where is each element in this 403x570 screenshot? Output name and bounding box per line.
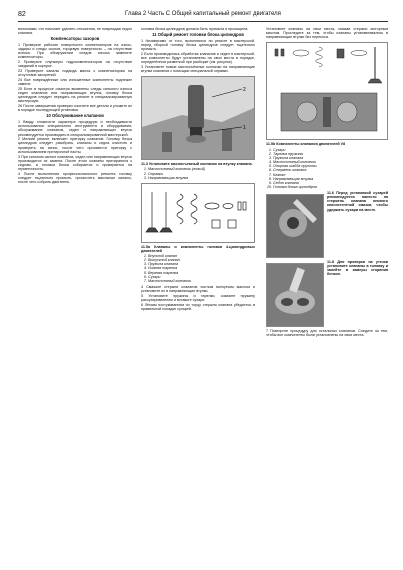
legend-item: 6. Стержень клапана bbox=[273, 168, 388, 172]
valve-components-illustration bbox=[142, 184, 255, 242]
svg-text:1: 1 bbox=[243, 125, 246, 132]
legend-item: 1. Маслосъемный колпачок (новый) bbox=[148, 167, 255, 171]
paragraph: 1 Ввиду сложности характера процедуры и необходимости использования специального инструмента и оборудования, обслуживание клапанов, седел и направляющих втулок рекомендуется производить в специализированной мастерской. bbox=[18, 120, 132, 137]
paragraph: головка блока цилиндров должна быть промыта и прочищена. bbox=[141, 27, 249, 31]
legend-item: 1. Сухари bbox=[273, 148, 388, 152]
paragraph: 2 Проверьте плунжеры гидрокомпенсаторов на отсутствие заеданий в корпусе. bbox=[18, 60, 132, 69]
paragraph: Установите клапаны на свои места, смазав стержни моторным маслом. Проследите за тем, чтобы клапаны устанавливались в направляющие втулки без перекоса. bbox=[266, 27, 388, 40]
legend-item: 3. Пружина клапана bbox=[273, 156, 388, 160]
figure-row bbox=[266, 191, 388, 260]
figure-caption: 11.6 Перед установкой сухарей рекомендуется нанести на стержень клапана немного консистентной смазки, чтобы удержать сухари на месте. bbox=[327, 191, 388, 212]
paragraph: 23 Проверьте каналы подвода масла к компенсаторам на отсутствие засорений. bbox=[18, 69, 132, 78]
figure-leak-test bbox=[266, 263, 324, 327]
leak-test-photo bbox=[267, 264, 323, 326]
figure-legend bbox=[266, 148, 388, 190]
legend-item: 2. Оправка bbox=[148, 172, 255, 176]
section-heading: Компенсаторы зазоров bbox=[50, 36, 100, 42]
paragraph: волокнами, что помогает удалить отложения, не повреждая седло клапана. bbox=[18, 27, 132, 36]
page-number: 82 bbox=[18, 11, 26, 18]
figure-keepers-install bbox=[266, 194, 324, 258]
section-heading: 10 Обслуживание клапанов bbox=[46, 113, 104, 119]
legend-item: 2. Выпускной клапан bbox=[148, 258, 255, 262]
figure-caption: 11.5b Компоненты клапанов двигателей V8 bbox=[266, 142, 346, 147]
section-heading: 11 Общий ремонт головки блока цилиндров bbox=[152, 32, 244, 38]
legend-item: 8. Направляющая втулка bbox=[273, 177, 388, 181]
figure-valve-seal-install bbox=[141, 76, 255, 160]
paragraph: 3 При сильном износе клапанов, седел или направляющих втулок производится их замена. После этого клапаны притираются к седлам, а головка блока собирается и проверяется на герметичность. bbox=[18, 154, 132, 171]
paragraph: 24 Все повреждённые или изношенные компоненты подлежат замене. bbox=[18, 78, 132, 87]
legend-item: 4. Маслосъемный колпачок bbox=[273, 160, 388, 164]
paragraph: 4 Смажьте стержни клапанов чистым моторным маслом и установите их в направляющие втулки. bbox=[141, 285, 255, 294]
figure-caption: 11.5a Клапаны и компоненты головки 4-цилиндровых двигателей bbox=[141, 244, 255, 253]
figure-caption: 11.3 Установите маслосъемный колпачок на втулку клапана. bbox=[141, 162, 253, 167]
legend-item: 1. Впускной клапан bbox=[148, 254, 255, 258]
figure-row bbox=[266, 260, 388, 329]
figure-valve-components-4cyl bbox=[141, 183, 255, 243]
paragraph: 1 Проверьте рабочие поверхности компенсаторов на износ, задиры и следы сколов, торцевую поверхность – на отсутствие износа. При обнаружении следов износа замените компенсаторы. bbox=[18, 42, 132, 60]
paragraph: 4 После выполнения профессионального ремонта головку следует тщательно промыть, прочистить масляные каналы, после чего собрать двигатель. bbox=[18, 171, 132, 185]
legend-item: 7. Клапан bbox=[273, 173, 388, 177]
keepers-photo bbox=[267, 195, 323, 257]
paragraph: 7 Повторите процедуру для остальных клапанов. Следите за тем, чтобы все компоненты были установлены на свои места. bbox=[266, 329, 388, 338]
svg-text:2: 2 bbox=[243, 87, 246, 94]
paragraph: 3 Установите новые маслосъёмные колпачки на направляющие втулки клапанов с помощью специальной оправки. bbox=[141, 64, 255, 74]
legend-item: 4. Нижняя тарелка bbox=[148, 266, 255, 270]
legend-item: 5. Верхняя тарелка bbox=[148, 271, 255, 275]
figure-legend bbox=[141, 167, 255, 179]
legend-item: 5. Опорная шайба пружины bbox=[273, 164, 388, 168]
legend-item: 7. Маслосъемный колпачок bbox=[148, 279, 255, 283]
column-left bbox=[18, 27, 132, 185]
figure-valve-components-v8 bbox=[266, 42, 388, 140]
paragraph: 25 Если в процессе осмотра выявлены следы сильного износа седел клапанов или направляющих втулок, головку блока цилиндров следует передать на ремонт в специализированную мастерскую. bbox=[18, 86, 132, 104]
column-middle bbox=[141, 27, 255, 312]
legend-item: 3. Направляющая втулка bbox=[148, 176, 255, 180]
legend-item: 10. Головка блока цилиндров bbox=[273, 185, 388, 189]
legend-item: 9. Седло клапана bbox=[273, 181, 388, 185]
legend-item: 2. Тарелка пружины bbox=[273, 152, 388, 156]
page-header bbox=[18, 9, 388, 21]
figure-legend bbox=[141, 254, 255, 283]
figure-caption: 11.8 Для проверки на утечки установите клапаны в головку и залейте в камеры сгорания бензин. bbox=[327, 260, 388, 277]
legend-item: 6. Сухари bbox=[148, 275, 255, 279]
v8-valve-components-illustration bbox=[267, 43, 388, 139]
header-rule bbox=[18, 21, 388, 22]
paragraph: 2 Если производилась обработка клапанов и седел в мастерской, все компоненты будут установлены на свои места в порядке, определённом разметкой при разборке (см. рисунок). bbox=[141, 51, 255, 65]
paragraph: 1 Независимо от того, выполнялся ли ремонт в мастерской, перед сборкой головку блока цилиндров следует тщательно промыть. bbox=[141, 38, 255, 52]
chapter-title: Глава 2 Часть С Общий капитальный ремонт двигателя bbox=[125, 11, 281, 17]
paragraph: 26 После завершения проверки очистите все детали и уложите их в порядке последующей установки. bbox=[18, 104, 132, 113]
valve-seal-illustration bbox=[142, 77, 255, 159]
paragraph: 5 Установите пружины и тарелки, сожмите пружину рассухаривателем и вставьте сухари. bbox=[141, 294, 255, 303]
paragraph: 2 Мелкий ремонт включает притирку клапанов. Головку блока цилиндров следует разобрать, клапаны и седла очистить и проверить на износ, после чего произвести притирку с использованием притирочной пасты. bbox=[18, 137, 132, 154]
column-right bbox=[266, 27, 388, 338]
legend-item: 3. Пружина клапана bbox=[148, 262, 255, 266]
paragraph: 6 Лёгким постукиванием по торцу стержня клапана убедитесь в правильной посадке сухарей. bbox=[141, 302, 255, 312]
